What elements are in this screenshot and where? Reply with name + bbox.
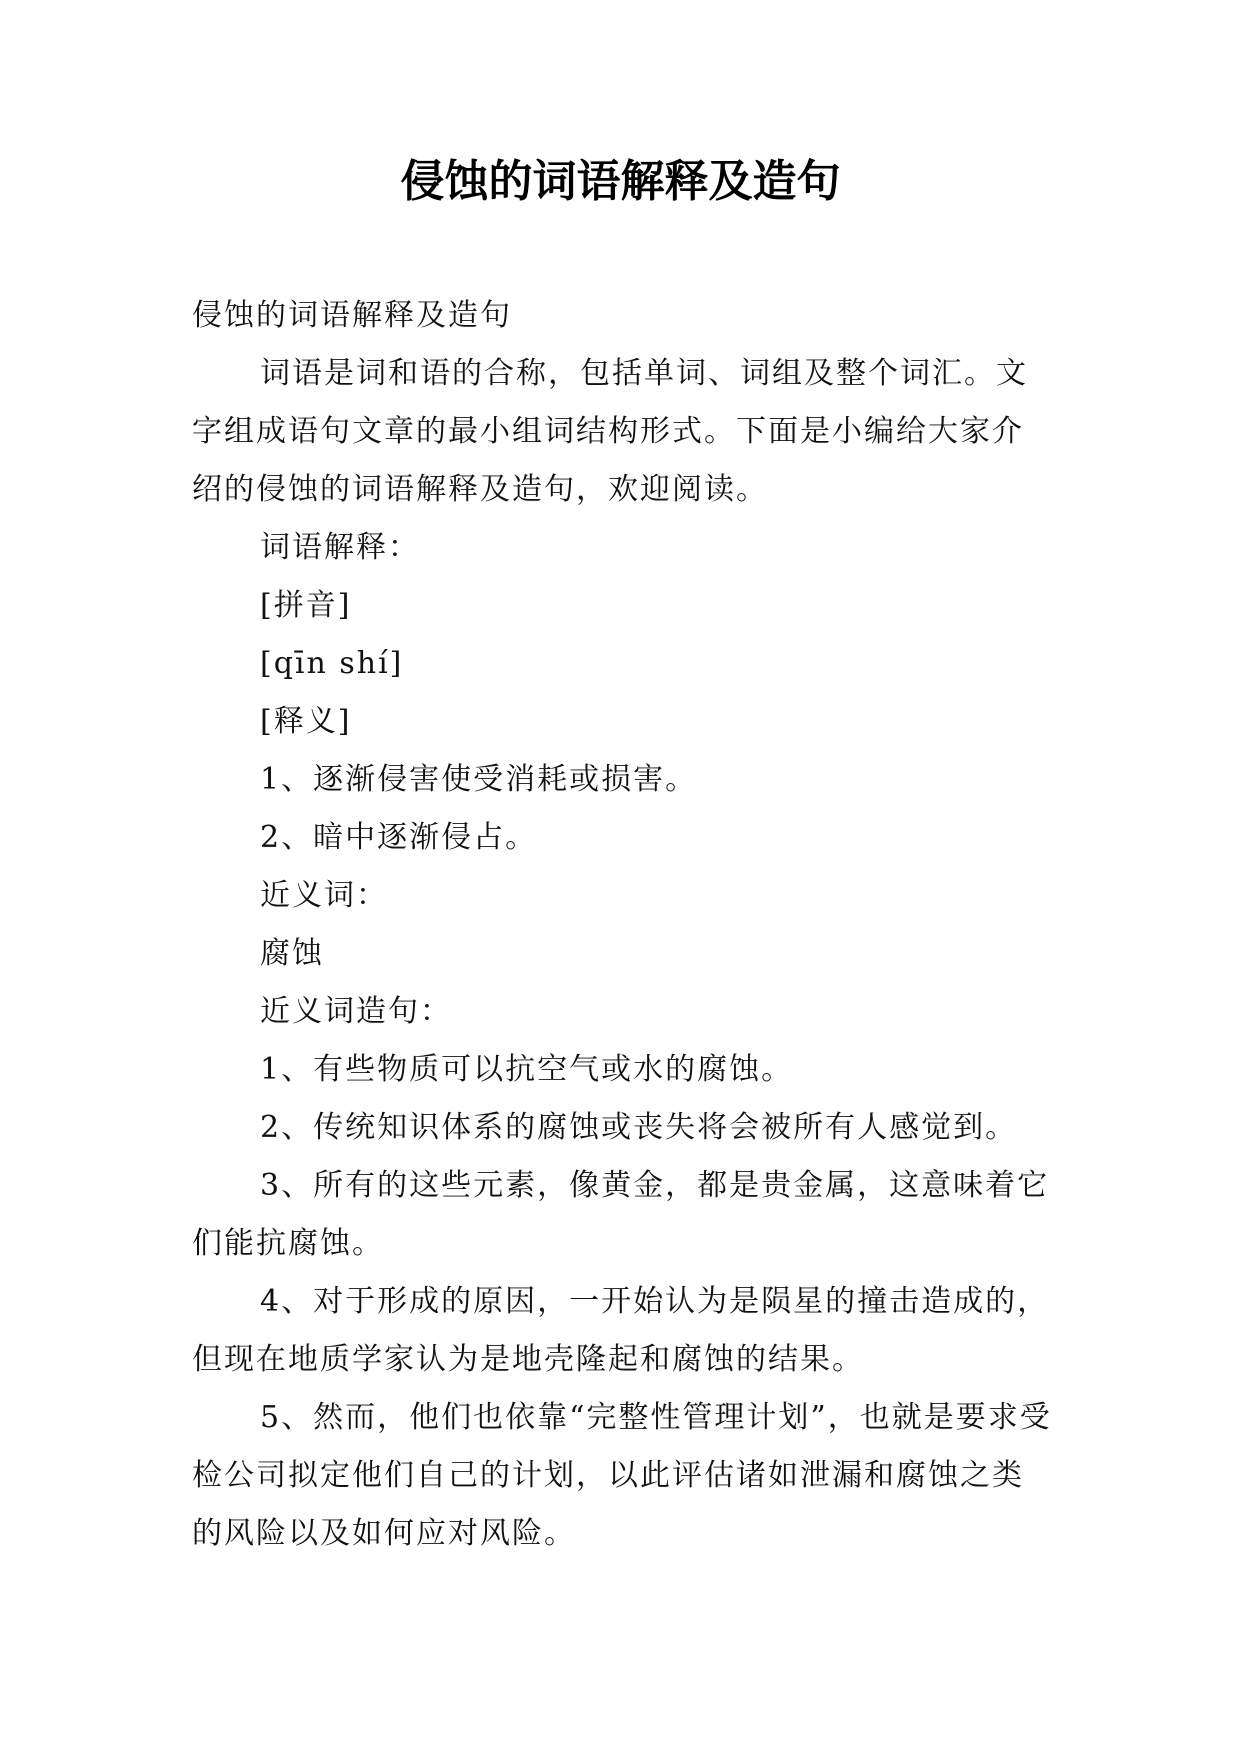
example-sentence: 1、有些物质可以抗空气或水的腐蚀。: [260, 1052, 794, 1087]
meaning-item: 2、暗中逐渐侵占。: [260, 820, 538, 855]
meaning-item: 1、逐渐侵害使受消耗或损害。: [260, 762, 698, 797]
document-title: 侵蚀的词语解释及造句: [400, 156, 841, 207]
heading-line: 侵蚀的词语解释及造句: [192, 298, 512, 333]
example-sentence: 5、然而，他们也依靠“完整性管理计划”，也就是要求受检公司拟定他们自己的计划，以此评估诸如泄漏和腐蚀之类的风险以及如何应对风险。: [192, 1400, 1052, 1551]
synonym-word: 腐蚀: [260, 936, 324, 971]
document-body: [192, 287, 1054, 1563]
pinyin-text: [qīn shí]: [260, 646, 404, 681]
synonym-sentence-label: 近义词造句：: [260, 994, 452, 1029]
intro-paragraph: 词语是词和语的合称，包括单词、词组及整个词汇。文字组成语句文章的最小组词结构形式。下面是小编给大家介绍的侵蚀的词语解释及造句，欢迎阅读。: [192, 356, 1028, 507]
synonym-label: 近义词：: [260, 878, 388, 913]
example-sentence: 2、传统知识体系的腐蚀或丧失将会被所有人感觉到。: [260, 1110, 1018, 1145]
pinyin-label: [拼音]: [260, 588, 352, 623]
meaning-label: [释义]: [260, 704, 352, 739]
example-sentence: 4、对于形成的原因，一开始认为是陨星的撞击造成的，但现在地质学家认为是地壳隆起和腐蚀的结果。: [192, 1284, 1050, 1377]
example-sentence: 3、所有的这些元素，像黄金，都是贵金属，这意味着它们能抗腐蚀。: [192, 1168, 1050, 1261]
definition-label: 词语解释：: [260, 530, 420, 565]
